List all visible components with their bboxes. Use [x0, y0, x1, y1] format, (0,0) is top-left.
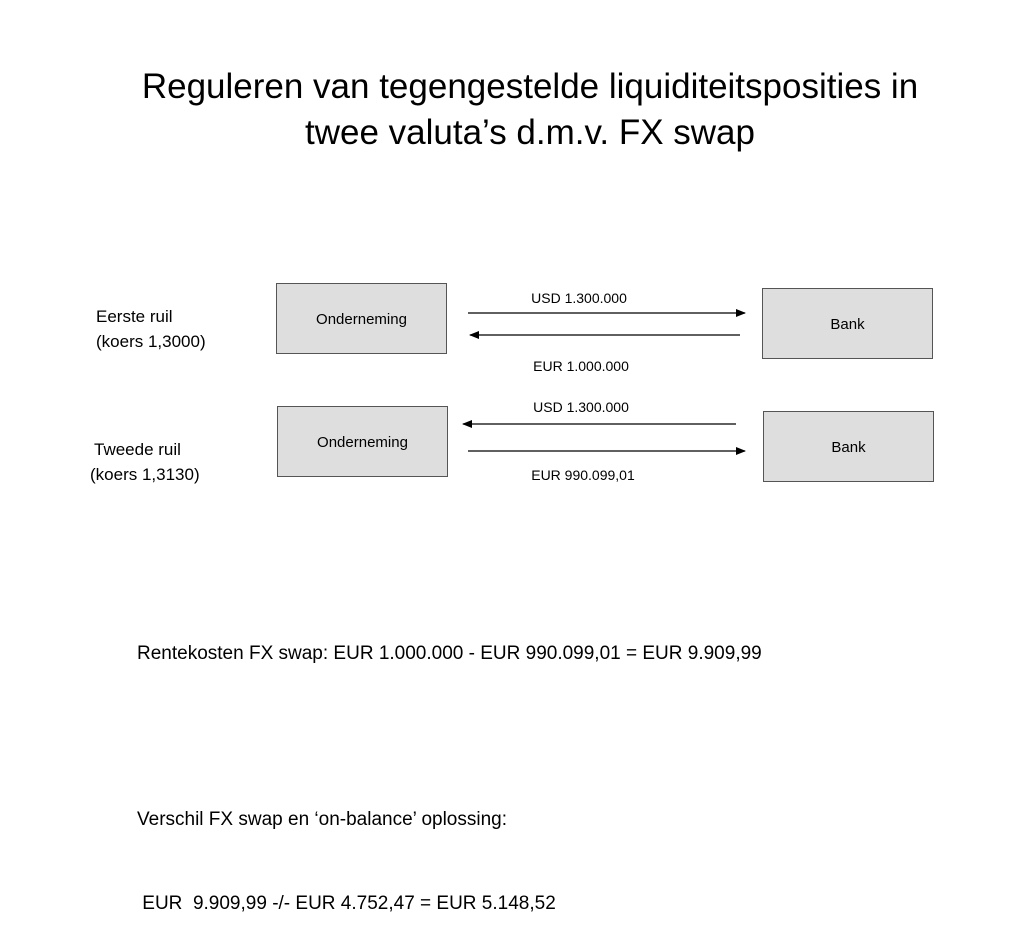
second-swap-rate: (koers 1,3130) [90, 465, 200, 484]
second-swap-bank-label: Bank [831, 439, 866, 456]
interest-cost-line: Rentekosten FX swap: EUR 1.000.000 - EUR 990.099,01 = EUR 9.909,99 [137, 643, 762, 664]
calculation-notes [137, 584, 762, 946]
second-swap-eur-amount: EUR 990.099,01 [531, 467, 635, 483]
first-swap-rate: (koers 1,3000) [96, 332, 206, 351]
second-swap-company-label: Onderneming [317, 434, 408, 451]
difference-calculation: EUR 9.909,99 -/- EUR 4.752,47 = EUR 5.148,52 [137, 893, 556, 914]
second-swap-name: Tweede ruil [94, 440, 181, 459]
first-swap-eur-amount: EUR 1.000.000 [533, 358, 629, 374]
second-swap-usd-amount: USD 1.300.000 [533, 399, 629, 415]
first-swap-usd-amount: USD 1.300.000 [531, 290, 627, 306]
slide-title-line-2: twee valuta’s d.m.v. FX swap [305, 113, 755, 152]
first-swap-bank-label: Bank [830, 316, 865, 333]
first-swap-company-label: Onderneming [316, 311, 407, 328]
difference-heading: Verschil FX swap en ‘on-balance’ oplossing: [137, 809, 507, 830]
slide-title-line-1: Reguleren van tegengestelde liquiditeitsposities in [141, 67, 919, 106]
first-swap-name: Eerste ruil [96, 307, 173, 326]
